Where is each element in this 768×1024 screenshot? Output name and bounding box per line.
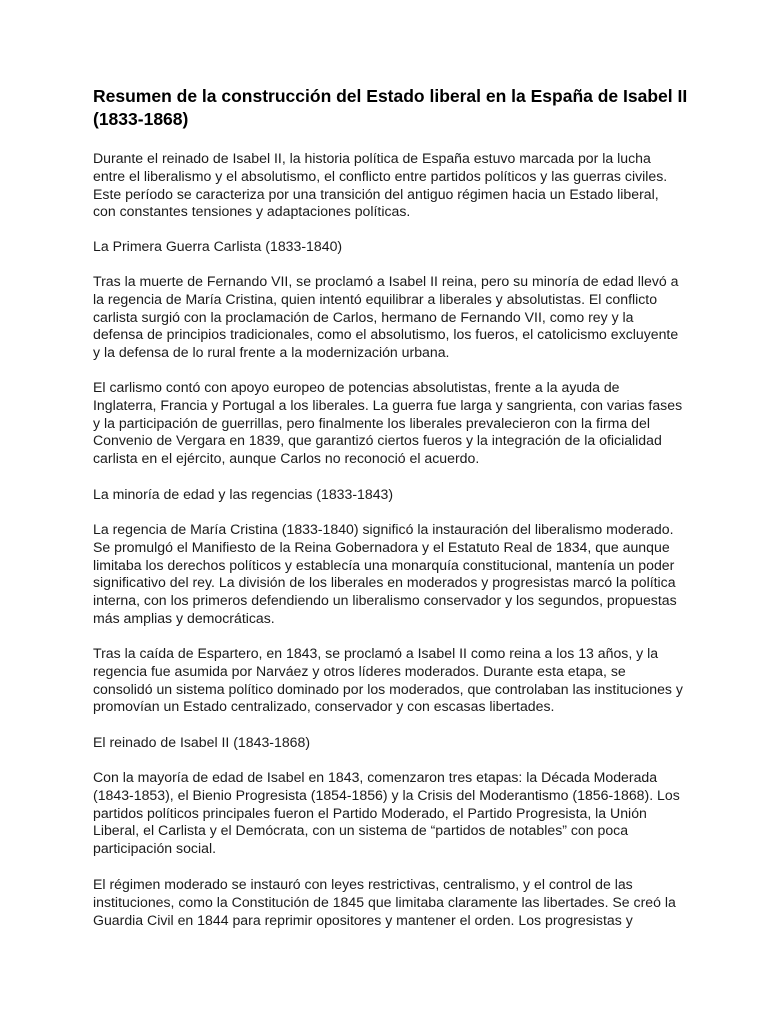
section-heading-primera-guerra-carlista: La Primera Guerra Carlista (1833-1840): [93, 238, 343, 254]
intro-paragraph: Durante el reinado de Isabel II, la historia política de España estuvo marcada por la lucha entre el liberalismo y el absolutismo, el conflicto entre partidos políticos y las guerras civiles. Este período se caracteriza por una transición del antiguo régimen hacia un Estado liberal, con constantes tensiones y adaptaciones políticas.: [93, 150, 668, 220]
section-heading-reinado-isabel: El reinado de Isabel II (1843-1868): [93, 734, 311, 750]
paragraph-caida-espartero: Tras la caída de Espartero, en 1843, se proclamó a Isabel II como reina a los 13 años, y la regencia fue asumida por Narváez y otros líderes moderados. Durante esta etapa, se consolidó un sistema político dominado por los moderados, que controlaban las instituciones y promovían un Estado centralizado, conservador y con escasas libertades.: [93, 645, 683, 715]
paragraph-regimen-moderado: El régimen moderado se instauró con leyes restrictivas, centralismo, y el control de las instituciones, como la Constitución de 1845 que limitaba claramente las libertades. Se creó la Guardia Civil en 1844 para reprimir opositores y mantener el orden. Los progresistas y: [93, 876, 676, 928]
paragraph-regencia-maria-cristina: La regencia de María Cristina (1833-1840) significó la instauración del liberalismo moderado. Se promulgó el Manifiesto de la Reina Gobernadora y el Estatuto Real de 1834, que aunque limitaba los derechos políticos y establecía una monarquía constitucional, mantenía un poder significativo del rey. La división de los liberales en moderados y progresistas marcó la política interna, con los primeros defendiendo un liberalismo conservador y los segundos, propuestas más amplias y democráticas.: [93, 521, 677, 626]
section-heading-minoria-de-edad: La minoría de edad y las regencias (1833-1843): [93, 486, 394, 502]
paragraph-tres-etapas: Con la mayoría de edad de Isabel en 1843, comenzaron tres etapas: la Década Moderada (1843-1853), el Bienio Progresista (1854-1856) y la Crisis del Moderantismo (1856-1868). Los partidos políticos principales fueron el Partido Moderado, el Partido Progresista, la Unión Liberal, el Carlista y el Demócrata, con un sistema de “partidos de notables” con poca participación social.: [93, 769, 680, 857]
paragraph-carlist-war-outcome: El carlismo contó con apoyo europeo de potencias absolutistas, frente a la ayuda de Inglaterra, Francia y Portugal a los liberales. La guerra fue larga y sangrienta, con varias fases y la participación de guerrillas, pero finalmente los liberales prevalecieron con la firma del Convenio de Vergara en 1839, que garantizó ciertos fueros y la integración de la oficialidad carlista en el ejército, aunque Carlos no reconoció el acuerdo.: [93, 379, 683, 467]
document-title: Resumen de la construcción del Estado liberal en la España de Isabel II (1833-1868): [93, 86, 688, 129]
paragraph-carlist-war-origins: Tras la muerte de Fernando VII, se proclamó a Isabel II reina, pero su minoría de edad llevó a la regencia de María Cristina, quien intentó equilibrar a liberales y absolutistas. El conflicto carlista surgió con la proclamación de Carlos, hermano de Fernando VII, como rey y la defensa de principios tradicionales, como el absolutismo, los fueros, el catolicismo excluyente y la defensa de lo rural frente a la modernización urbana.: [93, 273, 679, 361]
